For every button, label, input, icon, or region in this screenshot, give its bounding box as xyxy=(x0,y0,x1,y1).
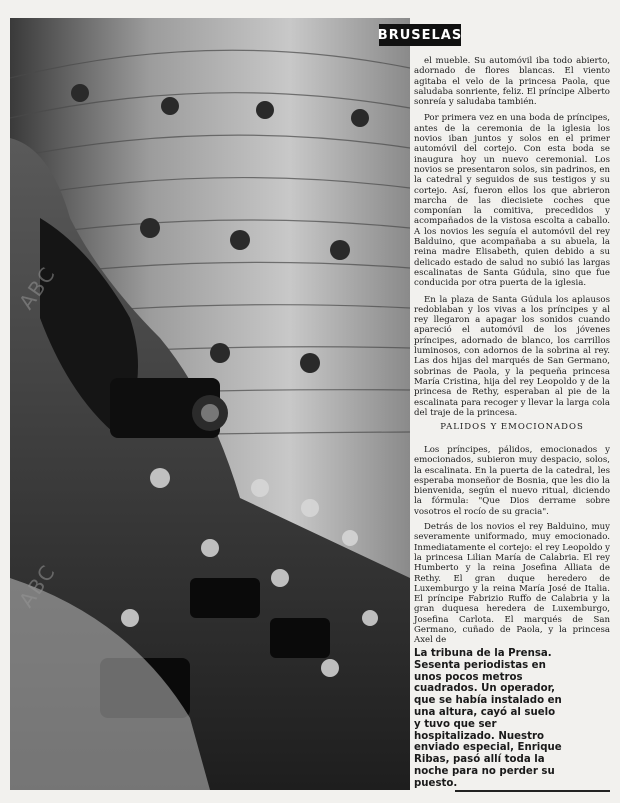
article-column xyxy=(414,56,610,424)
section-label: BRUSELAS xyxy=(379,24,461,46)
press-gallery-photo xyxy=(10,18,410,790)
article-paragraph: En la plaza de Santa Gúdula los aplausos redoblaban y los vivas a los príncipes y al rey llegaron a apagar los sonidos cuando apareció el automóvil de los jóvenes príncipes, adornado de blanco, los carrillos luminosos, con adornos de la sobrina al rey. Las dos hijas del marqués de San Germano, sobrinas de Paola, y la pequeña princesa María Cristina, hija del rey Leopoldo y de la princesa de Rethy, esperaban al pie de la escalinata para recoger y llevar la larga cola del traje de la princesa. xyxy=(414,294,610,418)
article-subheading: PALIDOS Y EMOCIONADOS xyxy=(440,422,584,432)
article-paragraph: Detrás de los novios el rey Balduino, muy severamente uniformado, muy emocionado. Inmediatamente el cortejo: el rey Leopoldo y la princesa Lilian María de Calabria. El rey Humberto y la reina Josefina Alliata de Rethy. El gran duque heredero de Luxemburgo y la reina María José de Italia. El príncipe Fabrizio Ruffo de Calabria y la gran duquesa heredera de Luxemburgo, Josefina Carlota. El marqués de San Germano, cuñado de Paola, y la princesa Axel de xyxy=(414,522,610,646)
article-paragraph: el mueble. Su automóvil iba todo abierto, adornado de flores blancas. El viento agitaba el velo de la princesa Paola, que saludaba sonriente, feliz. El príncipe Alberto sonreía y saludaba también. xyxy=(414,56,610,108)
photo-caption: La tribuna de la Prensa. Sesenta periodistas en unos pocos metros cuadrados. Un operador, que se había instalado en una altura, cayó al suelo y tuvo que ser hospitalizado. Nuestro enviado especial, Enrique Ribas, pasó allí toda la noche para no perder su puesto. xyxy=(414,648,562,789)
article-paragraph: Por primera vez en una boda de príncipes, antes de la ceremonia de la iglesia los novios iban juntos y solos en el primer automóvil del cortejo. Con esta boda se inaugura hoy un nuevo ceremonial. Los novios se presentaron solos, sin padrinos, en la catedral y seguidos de sus testigos y su cortejo. Así, fueron ellos los que abrieron marcha de las diecisiete coches que componían la comitiva, precedidos y acompañados de la vistosa escolta a caballo. A los novios les seguía el automóvil del rey Balduino, que acompañaba a su abuela, la reina madre Elisabeth, quien debido a su delicado estado de salud no subió las largas escalinatas de Santa Gúdula, sino que fue conducida por otra puerta de la iglesia. xyxy=(414,113,610,289)
watermark-top: ABC xyxy=(14,261,61,314)
bottom-rule xyxy=(455,790,610,792)
article-column-continued xyxy=(414,445,610,651)
article-paragraph: Los príncipes, pálidos, emocionados y emocionados, subieron muy despacio, solos, la escalinata. En la puerta de la catedral, les esperaba monseñor de Bosnia, que les dio la bienvenida, según el nuevo ritual, diciendo la fórmula: "Que Dios derrame sobre vosotros el rocío de su gracia". xyxy=(414,445,610,517)
photo-illustration xyxy=(10,18,410,790)
watermark-bottom: ABC xyxy=(14,559,61,612)
